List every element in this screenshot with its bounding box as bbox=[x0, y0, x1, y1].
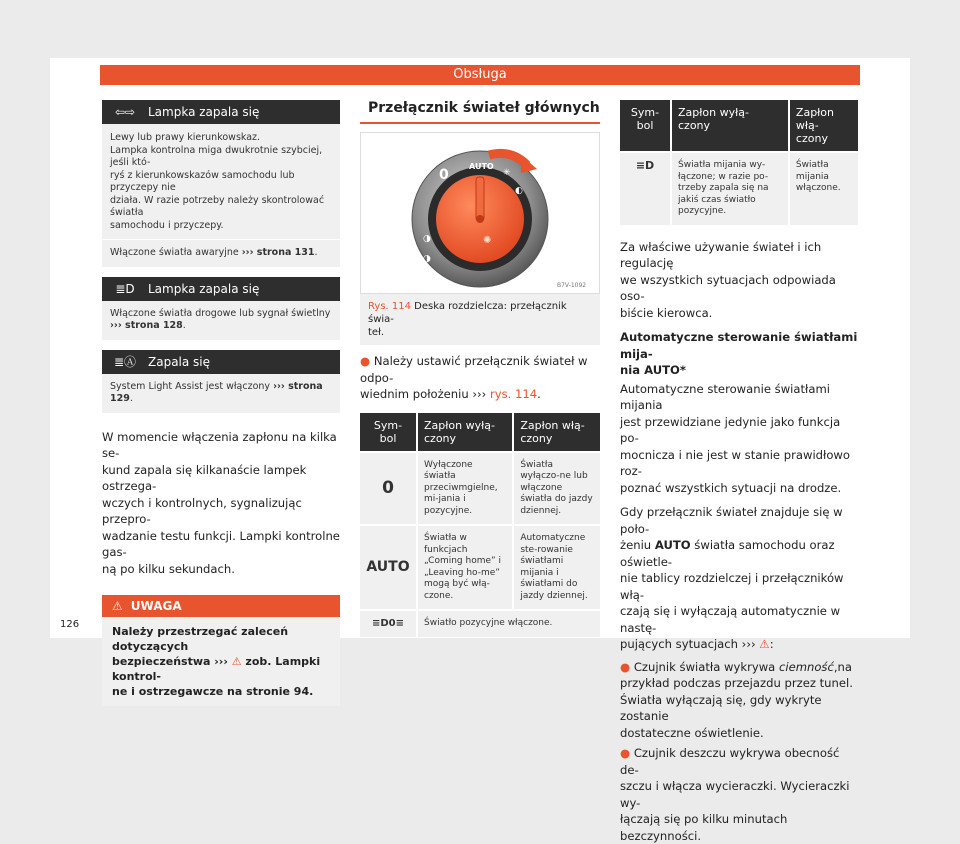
text-line: jest przewidziane jedynie jako funkcja po- bbox=[620, 414, 841, 445]
text-line: ną po kilku sekundach. bbox=[102, 561, 235, 576]
text-line: biście kierowca. bbox=[620, 305, 713, 320]
page-reference-link[interactable]: ››› strona 131 bbox=[241, 247, 315, 258]
indicator-box-light-assist-header bbox=[102, 350, 340, 374]
rear-fog-light-icon: ◑ bbox=[423, 254, 431, 264]
light-switch-illustration bbox=[361, 133, 599, 293]
warning-triangle-icon: ⚠ bbox=[231, 655, 242, 668]
emphasis-text: ciemność bbox=[778, 659, 834, 674]
interior-light-icon: ✺ bbox=[483, 235, 492, 246]
text-line: we wszystkich sytuacjach odpowiada oso- bbox=[620, 272, 836, 303]
warning-title: UWAGA bbox=[130, 599, 182, 613]
text-line: Włączone światła awaryjne bbox=[110, 247, 242, 258]
indicator-box-light-assist-body bbox=[102, 374, 340, 413]
text-line: czają się i wyłączają automatycznie w nastę- bbox=[620, 604, 841, 635]
text-line: Lampka kontrolna miga dwukrotnie szybciej, jeśli któ- bbox=[110, 144, 323, 168]
table-header-ignition-on: Zapłon włą- czony bbox=[513, 413, 600, 452]
low-beam-symbol-icon: ≡D bbox=[620, 152, 671, 225]
figure-caption bbox=[360, 294, 600, 345]
figure-light-switch bbox=[360, 132, 600, 294]
symbol-auto-position: AUTO bbox=[360, 525, 417, 610]
parking-light-icon: ✳ bbox=[503, 168, 511, 178]
text-line: wadzanie testu funkcji. Lampki kontrolne gas- bbox=[102, 528, 340, 559]
text-line: wiednim położeniu ››› bbox=[360, 387, 490, 401]
warning-header bbox=[102, 595, 340, 617]
table-header-ignition-off: Zapłon wyłą- czony bbox=[417, 413, 513, 452]
indicator-box-title: Lampka zapala się bbox=[148, 281, 260, 296]
bullet-light-sensor bbox=[620, 659, 858, 742]
middle-column bbox=[360, 100, 600, 637]
figure-code: B7V-1092 bbox=[557, 282, 587, 289]
text-line: Za właściwe używanie świateł i ich regulację bbox=[620, 239, 822, 270]
punctuation: : bbox=[769, 637, 774, 651]
text-line: mocnicza i nie jest w stanie prawidłowo roz- bbox=[620, 447, 851, 478]
text-line: dostateczne oświetlenie. bbox=[620, 725, 764, 740]
parking-light-symbol-icon: ≡D0≡ bbox=[360, 610, 417, 637]
text-line: przykład podczas przejazdu przez tunel. bbox=[620, 676, 853, 690]
text-line: Gdy przełącznik świateł znajduje się w poło- bbox=[620, 505, 843, 536]
text-line: nie tablicy rozdzielczej i przełączników włą- bbox=[620, 571, 844, 602]
bullet-marker: ● bbox=[360, 354, 374, 368]
table-cell: Światła wyłączo-ne lub włączone światła do jazdy dziennej. bbox=[513, 452, 600, 526]
page-number: 126 bbox=[60, 619, 80, 630]
figure-reference-link[interactable]: rys. 114 bbox=[490, 387, 538, 401]
bullet-marker: ● bbox=[620, 746, 634, 760]
caption-text: Deska rozdzielcza: przełącznik świa- bbox=[368, 301, 567, 325]
table-cell: Światła w funkcjach „Coming home” i „Leaving ho-me” mogą być włą-czone. bbox=[417, 525, 513, 610]
table-row bbox=[620, 152, 858, 225]
text-line: W momencie włączenia zapłonu na kilka se- bbox=[102, 429, 337, 460]
section-title: Przełącznik świateł głównych bbox=[368, 100, 600, 116]
page-header: Obsługa bbox=[100, 65, 860, 85]
auto-symbol: AUTO bbox=[654, 538, 691, 552]
warning-body bbox=[102, 617, 340, 706]
indicator-box-title: Zapala się bbox=[148, 354, 211, 369]
indicator-box-high-beam-body bbox=[102, 301, 340, 340]
text-line: ne i ostrzegawcze na stronie 94. bbox=[112, 685, 314, 698]
intro-paragraph bbox=[102, 429, 340, 578]
switch-positions-table-continued bbox=[620, 100, 858, 225]
table-row bbox=[360, 525, 600, 610]
table-header-ignition-off: Zapłon wyłą- czony bbox=[671, 100, 789, 152]
right-column bbox=[620, 100, 858, 844]
table-cell: Automatyczne ste-rowanie światłami mijania i światłami do jazdy dziennej. bbox=[513, 525, 600, 610]
text-line: Automatyczne sterowanie światłami mijania bbox=[620, 381, 830, 412]
text-line: Czujnik światła wykrywa bbox=[633, 659, 779, 674]
text-line: żeniu bbox=[620, 538, 655, 552]
text-line: szczu i włącza wycieraczki. Wycieraczki wy- bbox=[620, 779, 850, 810]
indicator-box-title: Lampka zapala się bbox=[148, 105, 260, 119]
responsibility-paragraph bbox=[620, 239, 858, 322]
text-line: ,na bbox=[833, 659, 852, 674]
text-line: Lewy lub prawy kierunkowskaz. bbox=[110, 132, 261, 143]
auto-lights-paragraph bbox=[620, 381, 858, 497]
text-line: Należy ustawić przełącznik świateł w odpo- bbox=[360, 354, 588, 385]
text-line: Należy przestrzegać zaleceń dotyczących bbox=[112, 625, 289, 653]
switch-positions-table bbox=[360, 413, 600, 637]
indicator-box-turn-signal-body bbox=[102, 124, 340, 267]
page-reference-link[interactable]: ››› strona 129 bbox=[110, 380, 323, 404]
caption-text: teł. bbox=[368, 327, 385, 338]
low-beam-icon: ◐ bbox=[515, 186, 523, 196]
bullet-marker: ● bbox=[620, 659, 634, 674]
text-line: Czujnik deszczu wykrywa obecność de- bbox=[620, 746, 840, 777]
bullet-rain-sensor bbox=[620, 745, 858, 844]
text-line: działa. W razie potrzeby należy skontrolować światła bbox=[110, 194, 325, 218]
table-header-symbol: Sym- bol bbox=[360, 413, 417, 452]
auto-lights-heading bbox=[620, 329, 858, 379]
text-line: poznać wszystkich sytuacji na drodze. bbox=[620, 480, 842, 495]
position-zero-label: 0 bbox=[439, 167, 449, 183]
switch-paragraph bbox=[360, 353, 600, 403]
high-beam-icon: ≣D bbox=[115, 281, 135, 296]
text-line: zob. Lampki kontrol- bbox=[112, 655, 321, 683]
symbol-off-position: 0 bbox=[360, 452, 417, 526]
table-cell: Światło pozycyjne włączone. bbox=[417, 610, 600, 637]
left-column bbox=[102, 100, 340, 706]
warning-triangle-icon: ⚠ bbox=[112, 599, 123, 613]
table-cell: Wyłączone światła przeciwmgielne, mi-jania i pozycyjne. bbox=[417, 452, 513, 526]
table-row bbox=[360, 610, 600, 637]
turn-signal-icon: ⇦⇨ bbox=[114, 105, 136, 119]
light-assist-icon: ≣Ⓐ bbox=[113, 355, 137, 369]
auto-position-paragraph bbox=[620, 504, 858, 653]
text-line: kund zapala się kilkanaście lampek ostrzega- bbox=[102, 462, 307, 493]
page-reference-link[interactable]: ››› strona 128 bbox=[110, 320, 183, 331]
table-row bbox=[360, 452, 600, 526]
table-cell: Światła mijania wy-łączone; w razie po-trzeby zapala się na jakiś czas światło pozycyjne. bbox=[671, 152, 789, 225]
indicator-box-turn-signal-header bbox=[102, 100, 340, 124]
text-line: ryś z kierunkowskazów samochodu lub przyczepy nie bbox=[110, 169, 295, 193]
punctuation: . bbox=[129, 393, 133, 404]
table-header-symbol: Sym- bol bbox=[620, 100, 671, 152]
fog-light-icon: ◑ bbox=[423, 234, 431, 244]
text-line: Światła wyłączają się, gdy wykryte zostanie bbox=[620, 692, 822, 723]
punctuation: . bbox=[182, 320, 186, 331]
table-header-ignition-on: Zapłon włą- czony bbox=[789, 100, 858, 152]
text-line: Automatyczne sterowanie światłami mija- bbox=[620, 330, 858, 361]
text-line: łączają się po kilku minutach bezczynności. bbox=[620, 812, 788, 843]
indicator-box-high-beam-header bbox=[102, 277, 340, 301]
punctuation: . bbox=[537, 387, 541, 401]
warning-triangle-icon: ⚠ bbox=[759, 637, 770, 651]
text-line: światła samochodu oraz oświetle- bbox=[620, 538, 835, 569]
text-line: bezpieczeństwa ››› bbox=[112, 655, 232, 668]
text-line: samochodu i przyczepy. bbox=[110, 219, 224, 231]
text-line: wczych i kontrolnych, sygnalizując przepro- bbox=[102, 495, 302, 526]
table-cell: Światła mijania włączone. bbox=[789, 152, 858, 225]
figure-number: Rys. 114 bbox=[368, 301, 411, 312]
punctuation: . bbox=[314, 247, 318, 258]
text-line: pujących sytuacjach ››› bbox=[620, 637, 760, 651]
text-line: nia AUTO* bbox=[620, 363, 686, 377]
text-line: System Light Assist jest włączony bbox=[110, 380, 274, 392]
text-line: Włączone światła drogowe lub sygnał świetlny bbox=[110, 307, 331, 319]
position-auto-label: AUTO bbox=[469, 162, 494, 171]
